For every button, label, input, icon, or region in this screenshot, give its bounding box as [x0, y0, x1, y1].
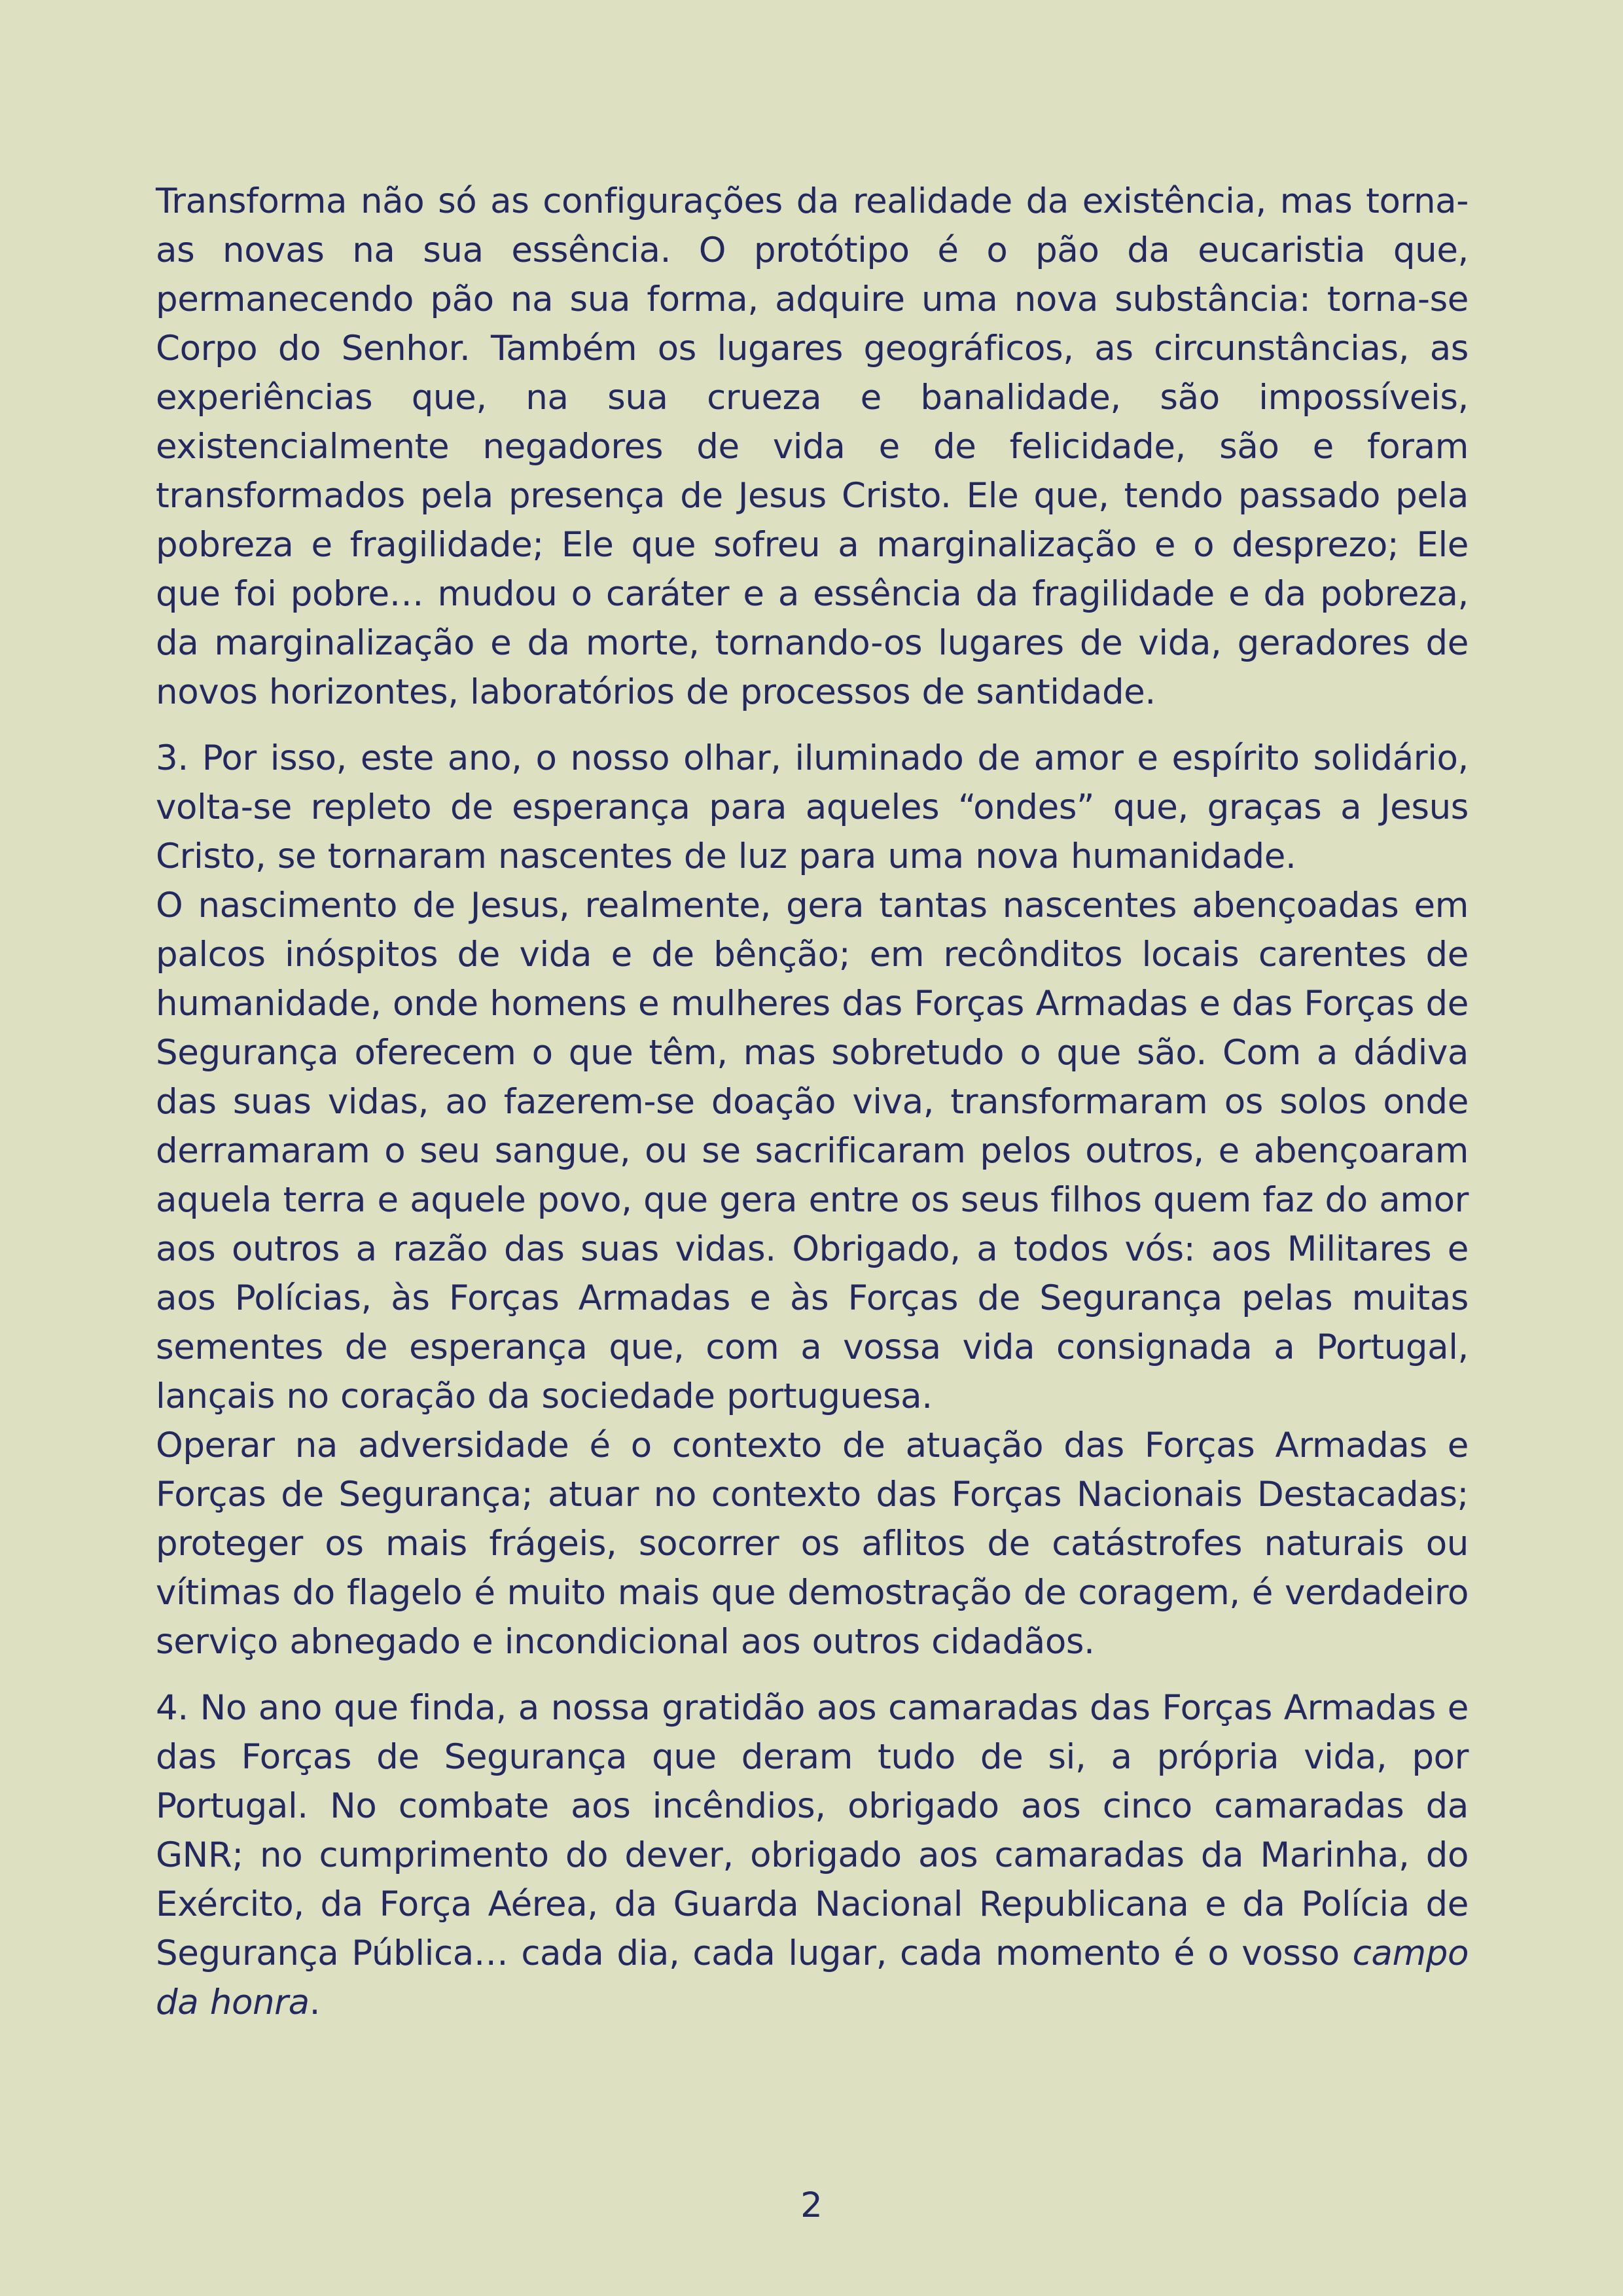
paragraph-section-4 [156, 1683, 1469, 2027]
paragraph-section-3: 3. Por isso, este ano, o nosso olhar, iluminado de amor e espírito solidário, volta-se repleto de esperança para aqueles “ondes” que, graças a Jesus Cristo, se tornaram nascentes de luz para uma nova humanidade. [156, 738, 1469, 876]
campo-da-honra-emphasis: campo da honra [156, 1933, 1469, 2022]
page-number: 2 [800, 2185, 823, 2225]
paragraph-transforma: Transforma não só as configurações da realidade da existência, mas torna-as novas na sua essência. O protótipo é o pão da eucaristia que, permanecendo pão na sua forma, adquire uma nova substância: torna-se Corpo do Senhor. Também os lugares geográficos, as circunstâncias, as experiências que, na sua crueza e banalidade, são impossíveis, existencialmente negadores de vida e de felicidade, são e foram transformados pela presença de Jesus Cristo. Ele que, tendo passado pela pobreza e fragilidade; Ele que sofreu a marginalização e o desprezo; Ele que foi pobre… mudou o caráter e a essência da fragilidade e da pobreza, da marginalização e da morte, tornando-os lugares de vida, geradores de novos horizontes, laboratórios de processos de santidade. [156, 181, 1469, 712]
paragraph-nascimento-de-jesus: O nascimento de Jesus, realmente, gera tantas nascentes abençoadas em palcos inóspitos de vida e de bênção; em recônditos locais carentes de humanidade, onde homens e mulheres das Forças Armadas e das Forças de Segurança oferecem o que têm, mas sobretudo o que são. Com a dádiva das suas vidas, ao fazerem-se doação viva, transformaram os solos onde derramaram o seu sangue, ou se sacrificaram pelos outros, e abençoaram aquela terra e aquele povo, que gera entre os seus filhos quem faz do amor aos outros a razão das suas vidas. Obrigado, a todos vós: aos Militares e aos Polícias, às Forças Armadas e às Forças de Segurança pelas muitas sementes de esperança que, com a vossa vida consignada a Portugal, lançais no coração da sociedade portuguesa. [156, 886, 1469, 1416]
paragraph-section-4-end: . [309, 1982, 321, 2022]
paragraph-operar-na-adversidade: Operar na adversidade é o contexto de atuação das Forças Armadas e Forças de Segurança; atuar no contexto das Forças Nacionais Destacadas; proteger os mais frágeis, socorrer os aflitos de catástrofes naturais ou vítimas do flagelo é muito mais que demostração de coragem, é verdadeiro serviço abnegado e incondicional aos outros cidadãos. [156, 1426, 1469, 1662]
paragraph-section-4-text: 4. No ano que finda, a nossa gratidão aos camaradas das Forças Armadas e das Forças de Segurança que deram tudo de si, a própria vida, por Portugal. No combate aos incêndios, obrigado aos cinco camaradas da GNR; no cumprimento do dever, obrigado aos camaradas da Marinha, do Exército, da Força Aérea, da Guarda Nacional Republicana e da Polícia de Segurança Pública… cada dia, cada lugar, cada momento é o vosso [156, 1688, 1469, 1973]
document-body [156, 177, 1469, 2027]
